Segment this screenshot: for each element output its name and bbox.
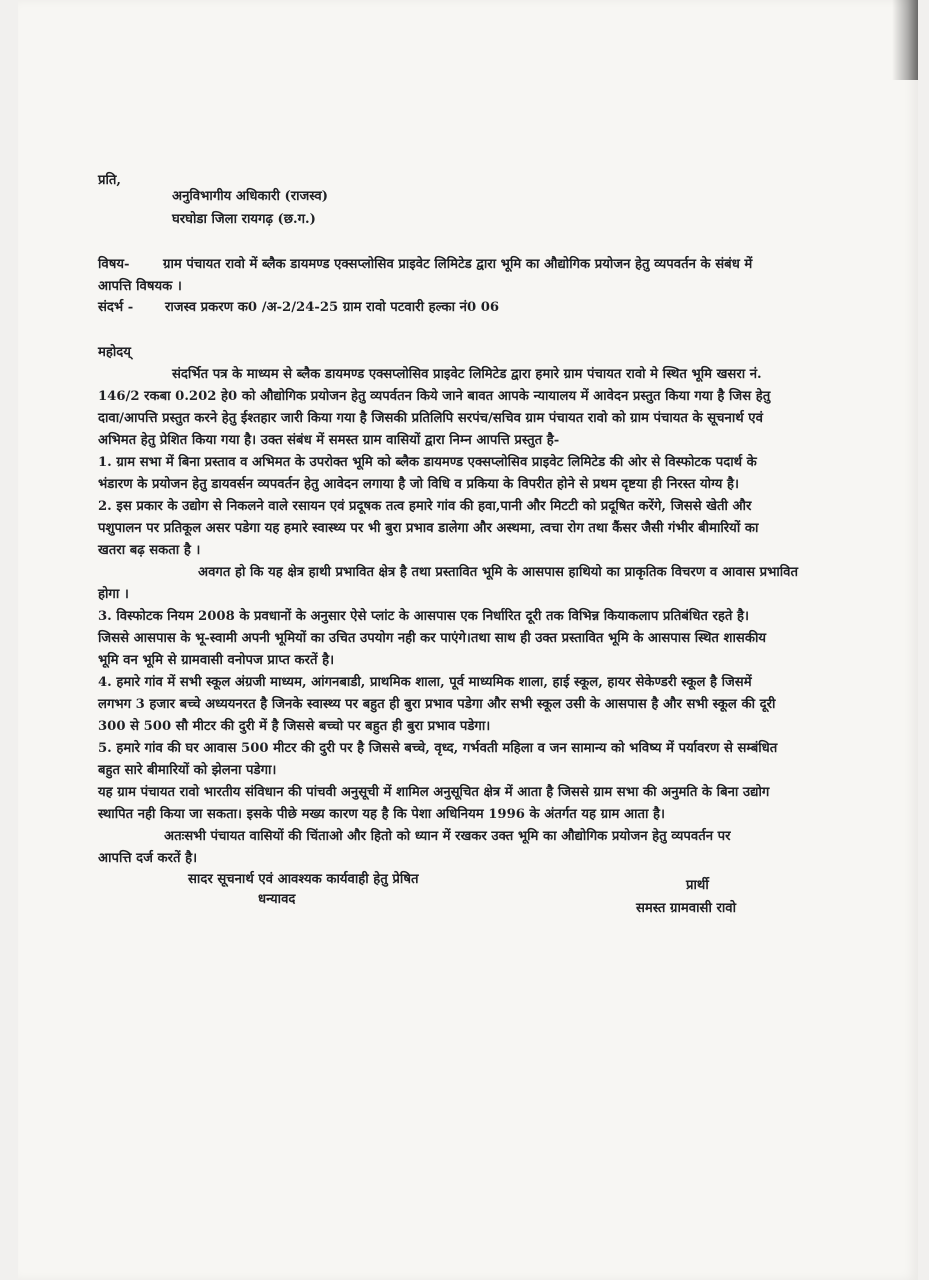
- body-line: दावा/आपत्ति प्रस्तुत करने हेतु ईश्तहार जारी किया गया है जिसकी प्रतिलिपि सरपंच/सचिव ग्राम पंचायत रावो को ग्राम पंचायत के सूचनार्थ एवं: [98, 411, 763, 426]
- body-line: यह ग्राम पंचायत रावो भारतीय संविधान की पांचवी अनुसूची में शामिल अनुसूचित क्षेत्र में आता है जिससे ग्राम सभा की अनुमति के बिना उद्योग: [98, 785, 770, 800]
- body-line: 300 से 500 सौ मीटर की दुरी में है जिससे बच्चो पर बहुत ही बुरा प्रभाव पडेगा।: [98, 719, 491, 734]
- body-line: भंडारण के प्रयोजन हेतु डायवर्सन व्यपवर्तन हेतु आवेदन लगाया है जो विधि व प्रकिया के विपरीत होने से प्रथम दृष्टया ही निरस्त योग्य है।: [98, 477, 740, 492]
- body-line: बहुत सारे बीमारियों को झेलना पडेगा।: [98, 763, 277, 778]
- body-line: 146/2 रकबा 0.202 हे0 को औद्योगिक प्रयोजन हेतु व्यपर्वतन किये जाने बावत आपके न्यायालय में आवेदन प्रस्तुत किया गया है जिस हेतु: [98, 389, 771, 404]
- body-line: 2. इस प्रकार के उद्योग से निकलने वाले रसायन एवं प्रदूषक तत्व हमारे गांव की हवा,पानी और मिटटी को प्रदूषित करेंगे, जिससे खेती और: [98, 499, 752, 514]
- body-line: 5. हमारे गांव की घर आवास 500 मीटर की दुरी पर है जिससे बच्चे, वृध्द, गर्भवती महिला व जन सामान्य को भविष्य में पर्यावरण से सम्बंधित: [98, 741, 778, 756]
- closing-line-1: सादर सूचनार्थ एवं आवश्यक कार्यवाही हेतु प्रेषित: [188, 872, 419, 887]
- body-line: होगा ।: [98, 587, 129, 602]
- body-line: अवगत हो कि यह क्षेत्र हाथी प्रभावित क्षेत्र है तथा प्रस्तावित भूमि के आसपास हाथियो का प्राकृतिक विचरण व आवास प्रभावित: [198, 565, 799, 580]
- body-line: 3. विस्फोटक नियम 2008 के प्रवधानों के अनुसार ऐसे प्लांट के आसपास एक निर्धारित दूरी तक विभिन्न कियाकलाप प्रतिबंधित रहते है।: [98, 609, 750, 624]
- salutation-to: प्रति,: [98, 173, 122, 188]
- body-line: अभिमत हेतु प्रेशित किया गया है। उक्त संबंध में समस्त ग्राम वासियों द्वारा निम्न आपत्ति प्रस्तुत है-: [98, 433, 560, 448]
- body-line: 1. ग्राम सभा में बिना प्रस्ताव व अभिमत के उपरोक्त भूमि को ब्लैक डायमण्ड एक्सप्लोसिव प्राइवेट लिमिटेड की ओर से विस्फोटक पदार्थ के: [98, 455, 757, 470]
- body-line: खतरा बढ़ सकता है ।: [98, 543, 201, 558]
- addressee-line-2: घरघोडा जिला रायगढ़ (छ.ग.): [172, 212, 316, 227]
- body-line: पशुपालन पर प्रतिकूल असर पडेगा यह हमारे स्वास्थ्य पर भी बुरा प्रभाव डालेगा और अस्थमा, त्वचा रोग तथा कैंसर जैसी गंभीर बीमारियों का: [98, 521, 759, 536]
- body-line: संदर्भित पत्र के माध्यम से ब्लैक डायमण्ड एक्सप्लोसिव प्राइवेट लिमिटेड द्वारा हमारे ग्राम पंचायत रावो मे स्थित भूमि खसरा नं.: [172, 367, 762, 382]
- signature-line-2: समस्त ग्रामवासी रावो: [636, 901, 737, 916]
- body-line: लगभग 3 हजार बच्चे अध्ययनरत है जिनके स्वास्थ्य पर बहुत ही बुरा प्रभाव पडेगा और सभी स्कूल उसी के आसपास है और सभी स्कूल की दूरी: [98, 697, 776, 712]
- greeting: महोदय्: [98, 345, 131, 360]
- addressee-line-1: अनुविभागीय अधिकारी (राजस्व): [172, 189, 328, 204]
- signature-line-1: प्रार्थी: [686, 878, 709, 893]
- subject-label: विषय-: [98, 257, 130, 272]
- body-line: स्थापित नही किया जा सकता। इसके पीछे मख्य कारण यह है कि पेशा अधिनियम 1996 के अंतर्गत यह ग्राम आता है।: [98, 807, 665, 822]
- subject-line-1: ग्राम पंचायत रावो में ब्लैक डायमण्ड एक्सप्लोसिव प्राइवेट लिमिटेड द्वारा भूमि का औद्योगिक प्रयोजन हेतु व्यपवर्तन के संबंध में: [163, 257, 753, 272]
- body-line: 4. हमारे गांव में सभी स्कूल अंग्रजी माध्यम, आंगनबाडी, प्राथमिक शाला, पूर्व माध्यमिक शाला, हाई स्कूल, हायर सेकेण्डरी स्कूल है जिसमें: [98, 675, 752, 690]
- reference-label: संदर्भ -: [98, 300, 134, 315]
- body-line: अतःसभी पंचायत वासियों की चिंताओ और हितो को ध्यान में रखकर उक्त भूमि का औद्योगिक प्रयोजन हेतु व्यपवर्तन पर: [164, 829, 731, 844]
- reference-text: राजस्व प्रकरण क0 /अ-2/24-25 ग्राम रावो पटवारी हल्का नं0 06: [165, 300, 500, 315]
- scan-edge-shadow: [892, 0, 918, 80]
- subject-line-2: आपत्ति विषयक ।: [98, 279, 182, 294]
- body-line: आपत्ति दर्ज करतें है।: [98, 851, 198, 866]
- closing-line-2: धन्यावद: [258, 892, 296, 907]
- body-line: भूमि वन भूमि से ग्रामवासी वनोपज प्राप्त करतें है।: [98, 653, 335, 668]
- body-line: जिससे आसपास के भू-स्वामी अपनी भूमियों का उचित उपयोग नही कर पाएंगे।तथा साथ ही उक्त प्रस्तावित भूमि के आसपास स्थित शासकीय: [98, 631, 767, 646]
